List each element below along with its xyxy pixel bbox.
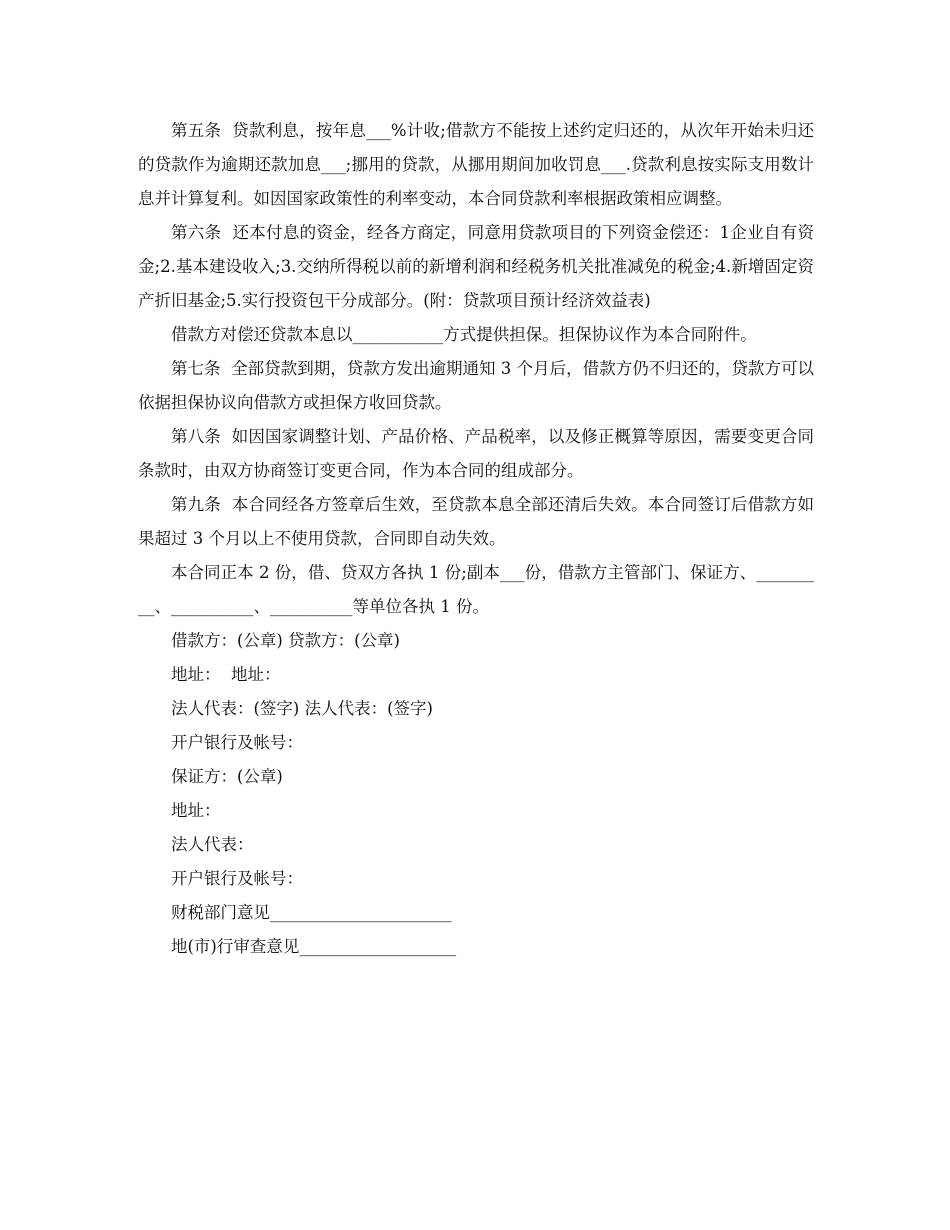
- article-6-paragraph: 第六条 还本付息的资金，经各方商定，同意用贷款项目的下列资金偿还：1企业自有资金;2.基本建设收入;3.交纳所得税以前的新增利润和经税务机关批准减免的税金;4.新增固定资产折旧基金;5.实行投资包干分成部分。(附：贷款项目预计经济效益表): [138, 223, 814, 310]
- finance-tax-opinion-line: 财税部门意见______________________: [171, 903, 452, 922]
- article-8-paragraph: 第八条 如因国家调整计划、产品价格、产品税率，以及修正概算等原因，需要变更合同条款时，由双方协商签订变更合同，作为本合同的组成部分。: [138, 427, 814, 480]
- address-line: 地址： 地址：: [171, 665, 281, 684]
- article-5-paragraph: 第五条 贷款利息，按年息___%计收;借款方不能按上述约定归还的，从次年开始未归还的贷款作为逾期还款加息___;挪用的贷款，从挪用期间加收罚息___.贷款利息按实际支用数计息并计算复利。如因国家政策性的利率变动，本合同贷款利率根据政策相应调整。: [138, 121, 814, 208]
- guarantor-representative-line: 法人代表：: [171, 835, 254, 854]
- guarantee-paragraph: 借款方对偿还贷款本息以___________方式提供担保。担保协议作为本合同附件。: [171, 325, 757, 344]
- guarantor-seal-line: 保证方：(公章): [171, 767, 283, 786]
- borrower-lender-seal-line: 借款方：(公章) 贷款方：(公章): [171, 631, 400, 650]
- bank-account-line: 开户银行及帐号：: [171, 733, 303, 752]
- guarantor-address-line: 地址：: [171, 801, 221, 820]
- article-7-paragraph: 第七条 全部贷款到期，贷款方发出逾期通知 3 个月后，借款方仍不归还的，贷款方可以依据担保协议向借款方或担保方收回贷款。: [138, 359, 814, 412]
- city-bank-review-line: 地(市)行审查意见___________________: [171, 937, 457, 956]
- article-9-paragraph: 第九条 本合同经各方签章后生效，至贷款本息全部还清后失效。本合同签订后借款方如果超过 3 个月以上不使用贷款，合同即自动失效。: [138, 495, 814, 548]
- copies-paragraph: 本合同正本 2 份，借、贷双方各执 1 份;副本___份，借款方主管部门、保证方、_________、__________、__________等单位各执 1 份。: [138, 563, 814, 616]
- legal-representative-line: 法人代表：(签字) 法人代表：(签字): [171, 699, 433, 718]
- guarantor-bank-account-line: 开户银行及帐号：: [171, 869, 303, 888]
- contract-body: [138, 114, 814, 964]
